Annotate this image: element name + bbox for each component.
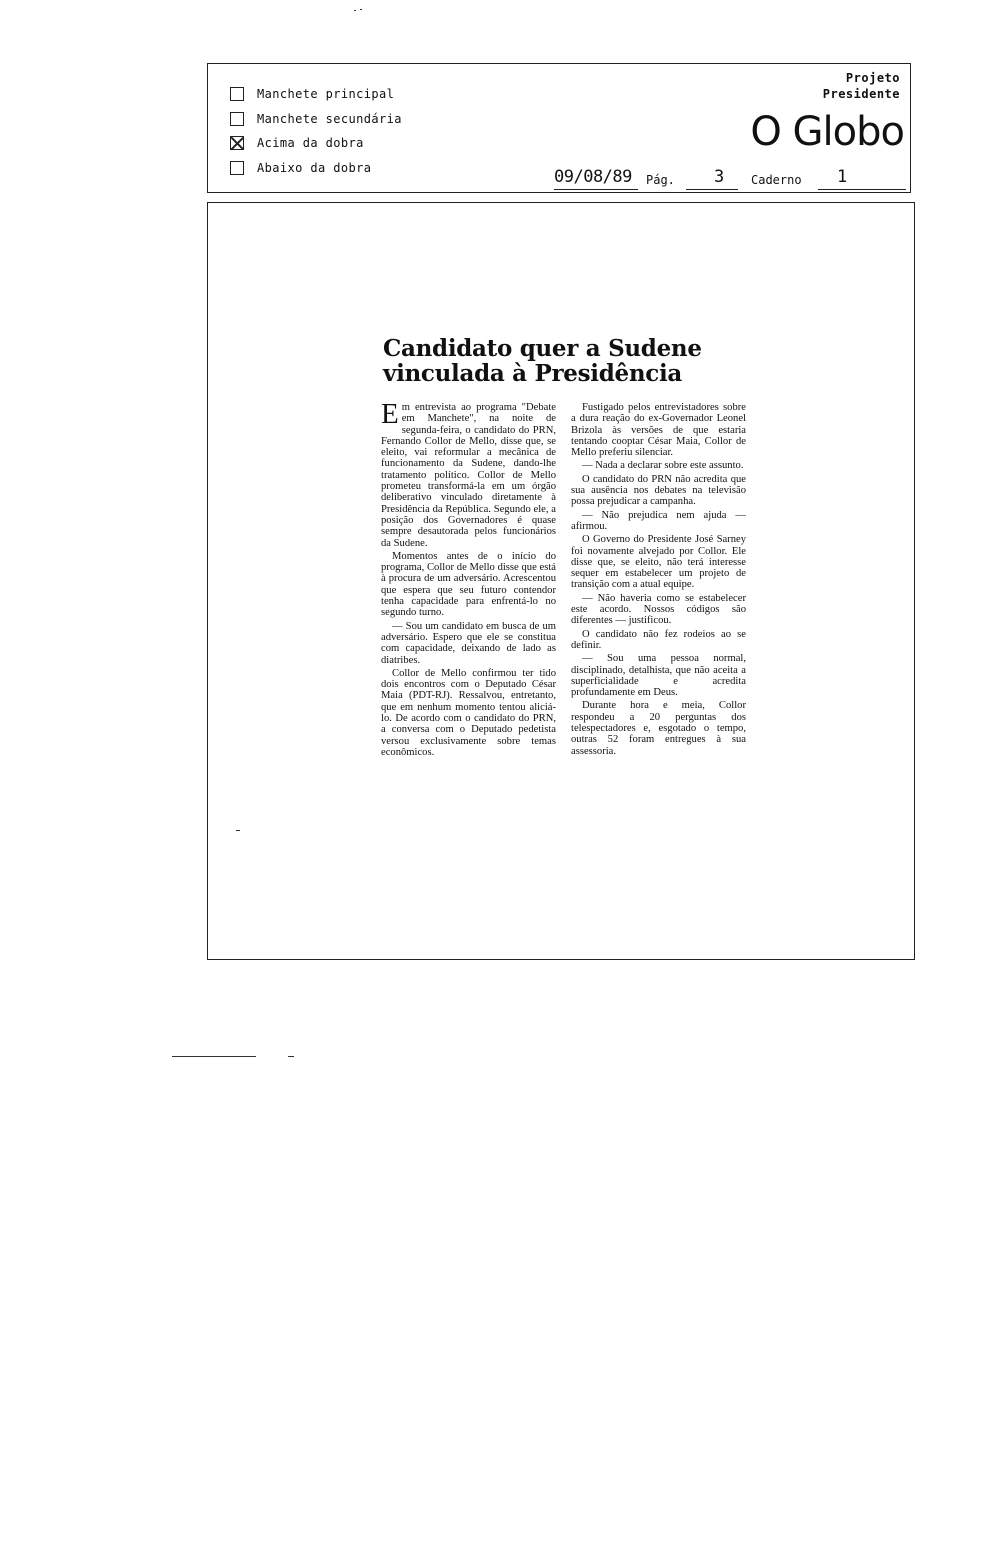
headline-line-2: vinculada à Presidência: [383, 360, 683, 387]
project-line-1: Projeto: [845, 71, 900, 85]
page-label: Pág.: [646, 173, 675, 187]
article-column-1: [381, 398, 556, 760]
checkbox-abaixo-da-dobra[interactable]: [230, 161, 244, 175]
checkbox-label: Manchete principal: [257, 87, 395, 101]
checkbox-manchete-principal[interactable]: [230, 87, 244, 101]
paragraph: O candidato não fez rodeios ao se definir.: [571, 628, 746, 651]
checkbox-acima-da-dobra[interactable]: [230, 136, 244, 150]
article-column-2: [571, 402, 746, 759]
paragraph: — Sou um candidato em busca de um adversário. Espero que ele se constitua com capacidade, deixando de lado as diatribes.: [381, 620, 556, 666]
paragraph: O candidato do PRN não acredita que sua ausência nos debates na televisão possa prejudicar a campanha.: [571, 473, 746, 508]
drop-cap: E: [381, 398, 399, 430]
section-label: Caderno: [751, 173, 802, 187]
scan-artifact-dot: [236, 830, 240, 831]
article-headline: [383, 336, 743, 386]
clipping-header-box: [207, 63, 911, 193]
paragraph: Momentos antes de o início do programa, Collor de Mello disse que está à procura de um adversário. Acrescentou que espera que seu futuro contendor tenha capacidade para enfrentá-lo no segundo turno.: [381, 550, 556, 619]
checkbox-manchete-secundaria[interactable]: [230, 112, 244, 126]
page-value: 3: [714, 167, 724, 187]
scan-artifact-dot: [354, 10, 356, 11]
scan-artifact-dot: [288, 1056, 294, 1057]
scan-artifact-line: [172, 1056, 256, 1057]
paragraph: O Governo do Presidente José Sarney foi novamente alvejado por Collor. Ele disse que, se eleito, não terá interesse sequer em estabelecer um projeto de transição com a atual equipe.: [571, 534, 746, 591]
checkbox-label: Acima da dobra: [257, 136, 364, 150]
date-value: 09/08/89: [554, 167, 632, 187]
paragraph: Fustigado pelos entrevistadores sobre a dura reação do ex-Governador Leonel Brizola às versões de que estaria tentando cooptar César Maia, Collor de Mello preferiu silenciar.: [571, 402, 746, 459]
section-value: 1: [837, 167, 847, 187]
section-underline: [818, 189, 906, 191]
paragraph: [381, 398, 556, 549]
scan-artifact-dot: [360, 9, 362, 10]
project-line-2: Presidente: [822, 87, 900, 101]
paragraph-text: m entrevista ao programa "Debate em Manchete", na noite de segunda-feira, o candidato do PRN, Fernando Collor de Mello, disse que, se eleito, vai reformular a mecânica de funcionamento da Sudene, dando-lhe tratamento político. Collor de Mello prometeu transformá-la em um órgão deliberativo vinculado diretamente à Presidência da República. Segundo ele, a posição dos Governadores é quase sempre desautorada pelos funcionários da Sudene.: [381, 402, 556, 549]
newspaper-name: O Globo: [750, 109, 904, 155]
checkbox-label: Abaixo da dobra: [257, 161, 372, 175]
checkbox-row-manchete-principal[interactable]: [230, 84, 394, 104]
paragraph: Durante hora e meia, Collor respondeu a 20 perguntas dos telespectadores e, esgotado o tempo, outras 52 foram entregues à sua assessoria.: [571, 700, 746, 757]
paragraph: Collor de Mello confirmou ter tido dois encontros com o Deputado César Maia (PDT-RJ). Ressalvou, entretanto, que em nenhum momento tentou aliciá-lo. De acordo com o candidato do PRN, a conversa com o Deputado pedetista versou exclusivamente sobre temas econômicos.: [381, 667, 556, 758]
project-label: [823, 70, 900, 102]
checkbox-row-manchete-secundaria[interactable]: [230, 109, 402, 129]
paragraph: — Nada a declarar sobre este assunto.: [582, 460, 744, 472]
paragraph: — Não haveria como se estabelecer este acordo. Nossos códigos são diferentes — justificou.: [571, 592, 746, 627]
headline-line-1: Candidato quer a Sudene: [383, 335, 702, 362]
checkbox-label: Manchete secundária: [257, 112, 402, 126]
meta-row: [554, 166, 906, 190]
paragraph: — Sou uma pessoa normal, disciplinado, detalhista, que não aceita a superficialidade e acredita profundamente em Deus.: [571, 653, 746, 699]
checkbox-row-acima-da-dobra[interactable]: [230, 133, 364, 153]
checkbox-row-abaixo-da-dobra[interactable]: [230, 158, 371, 178]
article-clipping-box: [207, 202, 915, 960]
paragraph: — Não prejudica nem ajuda — afirmou.: [571, 509, 746, 532]
page-underline: [686, 189, 738, 191]
date-underline: [554, 189, 638, 191]
